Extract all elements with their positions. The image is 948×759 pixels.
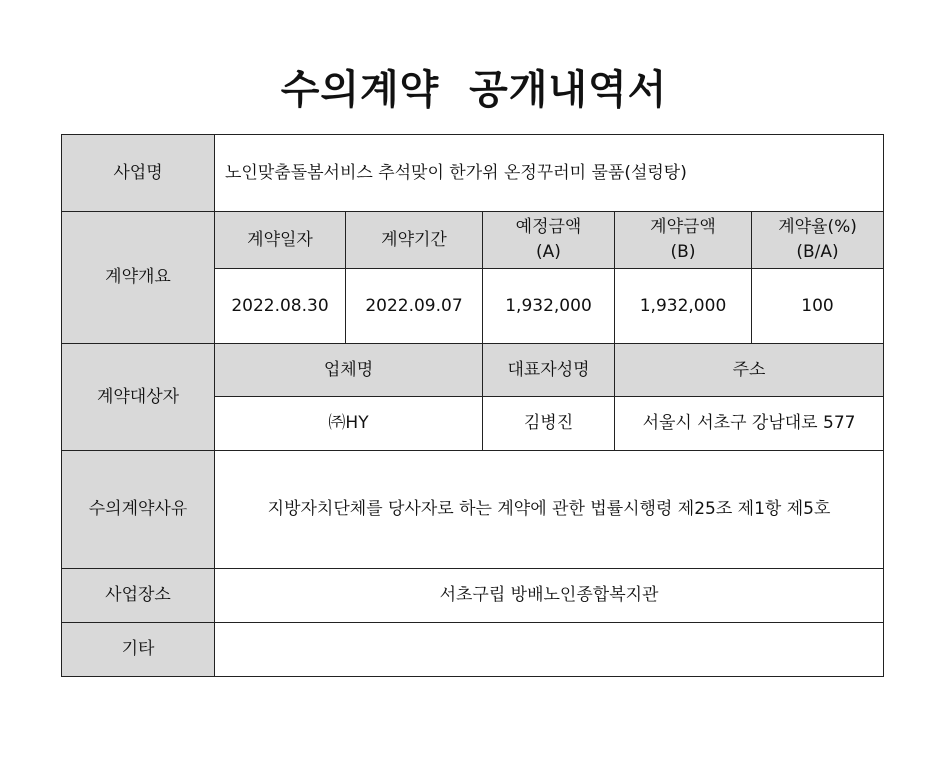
- contract-overview-header-row: [62, 212, 884, 269]
- contract-amount-header: [615, 212, 752, 269]
- other-label: 기타: [62, 623, 215, 677]
- contract-amount-header-line1: 계약금액: [650, 217, 716, 238]
- contract-rate-header-line1: 계약율(%): [778, 217, 857, 238]
- representative-header: 대표자성명: [483, 344, 615, 397]
- estimated-amount-header: [483, 212, 615, 269]
- location-label: 사업장소: [62, 569, 215, 623]
- counterparty-label: 계약대상자: [62, 344, 215, 451]
- location-row: [62, 569, 884, 623]
- contract-period-header: 계약기간: [346, 212, 483, 269]
- contract-rate-header-line2: (B/A): [796, 242, 839, 262]
- company-name-value: ㈜HY: [215, 397, 483, 451]
- address-header: 주소: [615, 344, 884, 397]
- contract-rate-header: [752, 212, 884, 269]
- other-value: [215, 623, 884, 677]
- business-name-label: 사업명: [62, 135, 215, 212]
- representative-value: 김병진: [483, 397, 615, 451]
- counterparty-header-row: [62, 344, 884, 397]
- contract-disclosure-table: [61, 134, 884, 677]
- contract-overview-label: 계약개요: [62, 212, 215, 344]
- reason-row: [62, 451, 884, 569]
- page-title: 수의계약 공개내역서: [280, 67, 668, 113]
- address-value: 서울시 서초구 강남대로 577: [615, 397, 884, 451]
- business-name-value: 노인맞춤돌봄서비스 추석맞이 한가위 온정꾸러미 물품(설렁탕): [215, 135, 884, 212]
- contract-period-value: 2022.09.07: [346, 269, 483, 344]
- contract-date-header: 계약일자: [215, 212, 346, 269]
- estimated-amount-value: 1,932,000: [483, 269, 615, 344]
- reason-label: 수의계약사유: [62, 451, 215, 569]
- contract-date-value: 2022.08.30: [215, 269, 346, 344]
- estimated-amount-header-line2: (A): [536, 242, 561, 262]
- estimated-amount-header-line1: 예정금액: [515, 217, 582, 238]
- reason-value: 지방자치단체를 당사자로 하는 계약에 관한 법률시행령 제25조 제1항 제5호: [215, 451, 884, 569]
- contract-rate-value: 100: [752, 269, 884, 344]
- contract-amount-value: 1,932,000: [615, 269, 752, 344]
- company-name-header: 업체명: [215, 344, 483, 397]
- business-name-row: [62, 135, 884, 212]
- contract-amount-header-line2: (B): [670, 242, 696, 262]
- other-row: [62, 623, 884, 677]
- location-value: 서초구립 방배노인종합복지관: [215, 569, 884, 623]
